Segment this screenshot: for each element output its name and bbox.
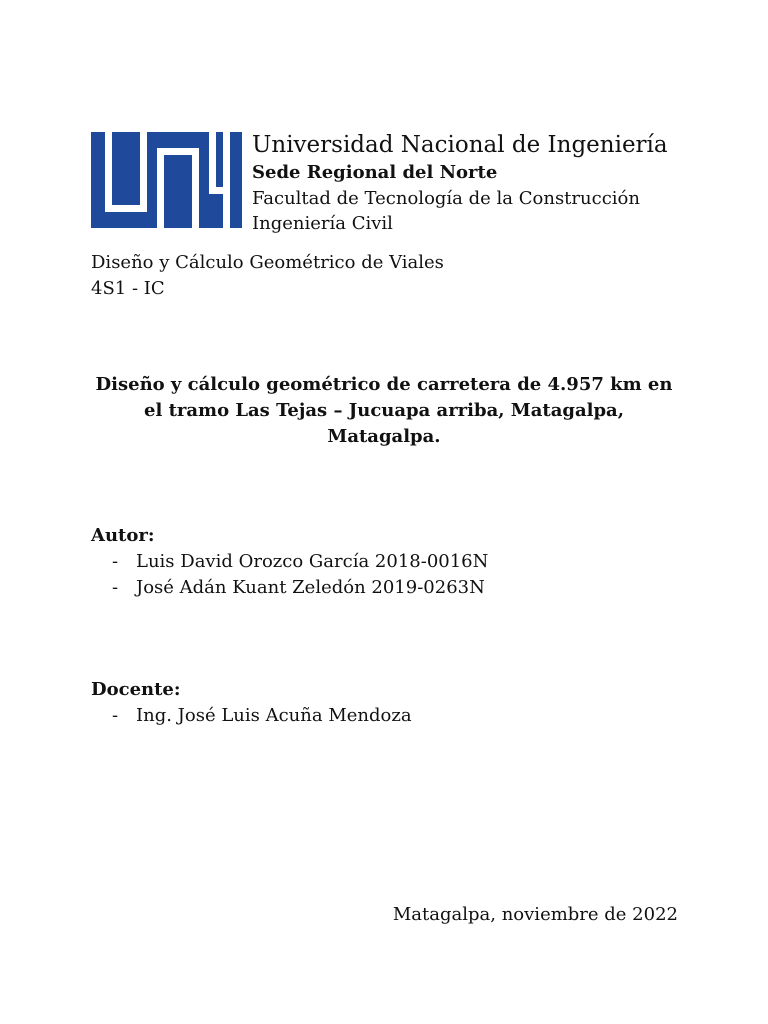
- authors-list: [112, 549, 488, 601]
- teacher-label: Docente:: [91, 679, 181, 700]
- list-bullet: -: [112, 705, 119, 726]
- university-logo-icon: [91, 132, 242, 228]
- place-and-date: Matagalpa, noviembre de 2022: [392, 904, 678, 925]
- list-item: [112, 575, 488, 601]
- author-name: José Adán Kuant Zeledón 2019-0263N: [136, 577, 485, 598]
- campus-name: Sede Regional del Norte: [252, 162, 498, 183]
- teacher-name: Ing. José Luis Acuña Mendoza: [136, 705, 412, 726]
- authors-label: Autor:: [91, 525, 155, 546]
- course-name: Diseño y Cálculo Geométrico de Viales: [91, 252, 444, 273]
- teacher-list: [112, 703, 412, 729]
- faculty-name: Facultad de Tecnología de la Construcción: [252, 188, 640, 209]
- list-bullet: -: [112, 551, 119, 572]
- list-item: [112, 549, 488, 575]
- document-title: [80, 372, 688, 450]
- program-name: Ingeniería Civil: [252, 213, 393, 234]
- course-group: 4S1 - IC: [91, 278, 165, 299]
- university-name: Universidad Nacional de Ingeniería: [252, 132, 668, 158]
- list-bullet: -: [112, 577, 119, 598]
- course-info: [91, 250, 444, 302]
- title-line-1: Diseño y cálculo geométrico de carretera de 4.957 km en: [95, 374, 673, 395]
- title-line-2: el tramo Las Tejas – Jucuapa arriba, Matagalpa,: [144, 400, 624, 421]
- author-name: Luis David Orozco García 2018-0016N: [136, 551, 489, 572]
- list-item: [112, 703, 412, 729]
- header-text-block: [252, 130, 742, 236]
- title-line-3: Matagalpa.: [327, 426, 441, 447]
